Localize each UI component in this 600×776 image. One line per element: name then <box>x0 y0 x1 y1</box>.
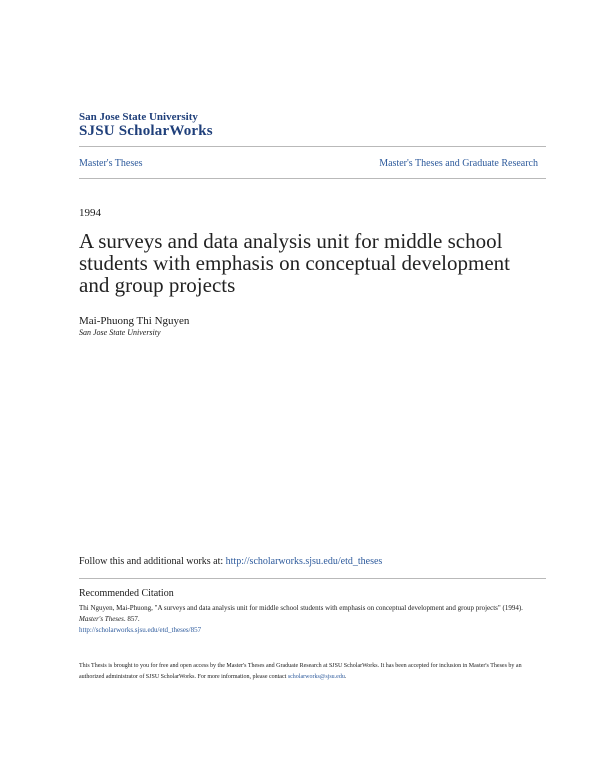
masters-theses-link[interactable]: Master's Theses <box>79 158 143 169</box>
author-affiliation: San Jose State University <box>79 328 161 337</box>
contact-email-link[interactable]: scholarworks@sjsu.edu <box>287 674 345 680</box>
follow-text: Follow this and additional works at: <box>79 556 224 567</box>
top-divider <box>79 146 546 147</box>
citation-series: Master's Theses <box>79 615 124 623</box>
citation-text <box>79 603 539 636</box>
university-name: San Jose State University <box>79 111 198 123</box>
citation-main: Thi Nguyen, Mai-Phuong, "A surveys and data analysis unit for middle school students with emphasis on conceptual development and group projects" (1994). <box>79 604 523 612</box>
publication-year: 1994 <box>79 207 101 219</box>
follow-link[interactable]: http://scholarworks.sjsu.edu/etd_theses <box>225 556 383 567</box>
follow-line <box>79 556 382 567</box>
notice-text: This Thesis is brought to you for free and open access by the Master's Theses and Graduate Research at SJSU ScholarWorks. It has been accepted for inclusion in Master's Theses by an authorized administrator of SJSU ScholarWorks. For more information, please contact <box>79 663 522 680</box>
access-notice <box>79 661 539 683</box>
recommended-citation-label: Recommended Citation <box>79 588 174 599</box>
thesis-title: A surveys and data analysis unit for middle school students with emphasis on conceptual development and group projects <box>79 229 510 297</box>
author-name: Mai-Phuong Thi Nguyen <box>79 315 190 327</box>
nav-divider <box>79 178 546 179</box>
citation-link[interactable]: http://scholarworks.sjsu.edu/etd_theses/857 <box>79 626 202 634</box>
graduate-research-link[interactable]: Master's Theses and Graduate Research <box>379 158 538 169</box>
notice-end: . <box>344 674 347 680</box>
citation-divider <box>79 578 546 579</box>
citation-number: . 857. <box>123 615 140 623</box>
repository-name[interactable]: SJSU ScholarWorks <box>79 123 213 139</box>
